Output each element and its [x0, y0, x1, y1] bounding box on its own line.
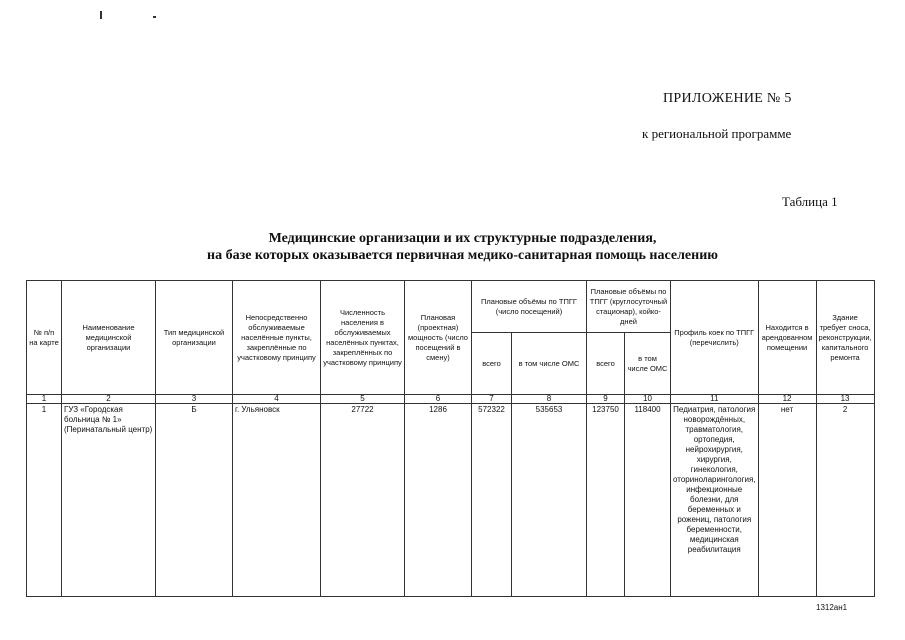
col-number: 3: [156, 395, 233, 404]
scan-speck: [153, 16, 156, 18]
col-number: 1: [27, 395, 62, 404]
col-number: 9: [587, 395, 625, 404]
appendix-subtitle: к региональной программе: [642, 126, 792, 141]
cell-org-name: ГУЗ «Городская больница № 1» (Перинатальный центр): [62, 404, 156, 597]
table-number: Таблица 1: [782, 194, 838, 209]
col-number: 5: [321, 395, 405, 404]
col-number: 8: [512, 395, 587, 404]
header-num: № п/п на карте: [27, 281, 62, 395]
header-settlements: Непосредственно обслуживаемые населённые пункты, закреплённые по участковому принципу: [233, 281, 321, 395]
header-visits-group: Плановые объёмы по ТПГГ (число посещений): [472, 281, 587, 333]
scan-speck: [100, 11, 102, 19]
cell-num: 1: [27, 404, 62, 597]
col-number: 10: [625, 395, 671, 404]
header-building: Здание требует сноса, реконструкции, капитального ремонта: [816, 281, 874, 395]
header-visits-total: всего: [472, 333, 512, 395]
appendix-heading: ПРИЛОЖЕНИЕ № 5: [663, 91, 792, 106]
header-beds-group: Плановые объёмы по ТПГГ (круглосуточный стационар), койко-дней: [587, 281, 671, 333]
cell-capacity: 1286: [405, 404, 472, 597]
header-org-name: Наименование медицинской организации: [62, 281, 156, 395]
header-org-type: Тип медицинской организации: [156, 281, 233, 395]
header-visits-oms: в том числе ОМС: [512, 333, 587, 395]
col-number: 4: [233, 395, 321, 404]
col-number: 7: [472, 395, 512, 404]
header-population: Численность населения в обслуживаемых населённых пунктах, закреплённых по участковому принципу: [321, 281, 405, 395]
cell-beds-oms: 118400: [625, 404, 671, 597]
header-beds-oms: в том числе ОМС: [625, 333, 671, 395]
cell-settlement: г. Ульяновск: [233, 404, 321, 597]
cell-building: 2: [816, 404, 874, 597]
col-number: 6: [405, 395, 472, 404]
col-number: 13: [816, 395, 874, 404]
document-title-line1: Медицинские организации и их структурные подразделения,: [268, 231, 657, 246]
document-code: 1312ан1: [816, 603, 848, 612]
header-rented: Находится в арендованном помещении: [758, 281, 816, 395]
header-bed-profile: Профиль коек по ТПГГ (перечислить): [671, 281, 759, 395]
cell-visits-total: 572322: [472, 404, 512, 597]
document-title-line2: на базе которых оказывается первичная медико-санитарная помощь населению: [207, 248, 718, 263]
organizations-table: [26, 280, 875, 597]
column-numbers-row: [27, 395, 875, 404]
header-capacity: Плановая (проектная) мощность (число посещений в смену): [405, 281, 472, 395]
cell-org-type: Б: [156, 404, 233, 597]
table-row: [27, 404, 875, 597]
header-row: [27, 281, 875, 333]
cell-visits-oms: 535653: [512, 404, 587, 597]
cell-beds-total: 123750: [587, 404, 625, 597]
col-number: 2: [62, 395, 156, 404]
cell-bed-profile: Педиатрия, патология новорождённых, травматология, ортопедия, нейрохирургия, хирургия, гинекология, оториноларингология, инфекционные болезни, для беременных и рожениц, патология беременности, медицинская реабилитация: [671, 404, 759, 597]
cell-population: 27722: [321, 404, 405, 597]
header-beds-total: всего: [587, 333, 625, 395]
col-number: 12: [758, 395, 816, 404]
cell-rented: нет: [758, 404, 816, 597]
col-number: 11: [671, 395, 759, 404]
